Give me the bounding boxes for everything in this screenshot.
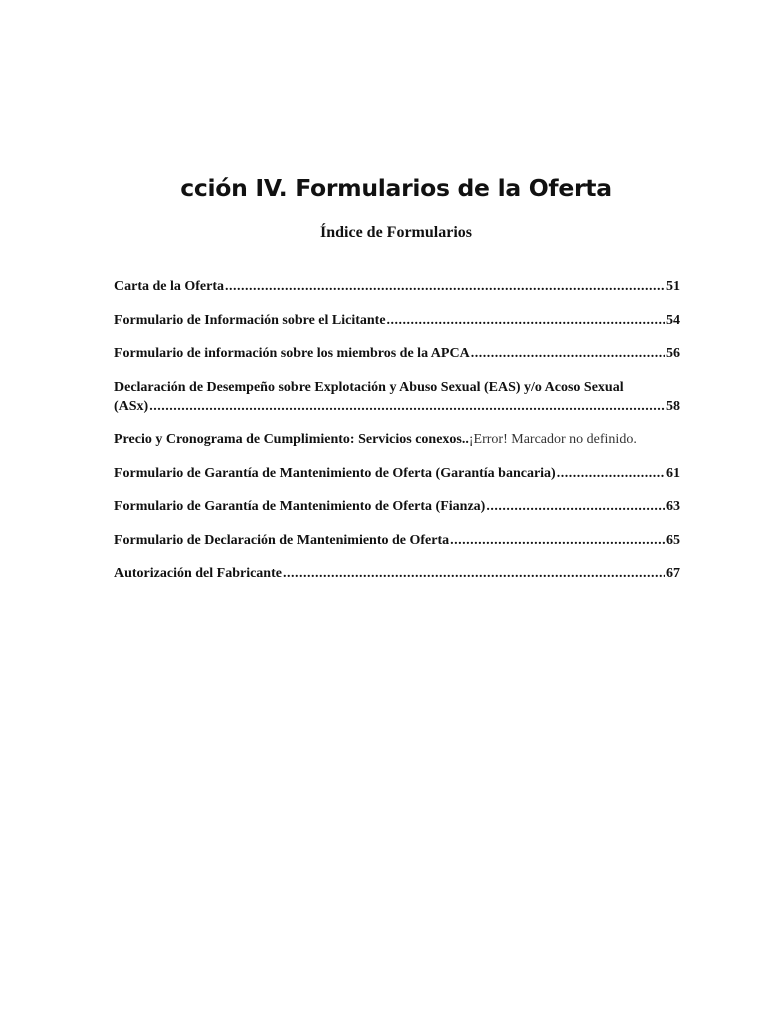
toc-entry-title: Precio y Cronograma de Cumplimiento: Servicios conexos <box>114 432 462 447</box>
dot-leader <box>387 311 665 330</box>
dot-leader <box>471 344 665 363</box>
toc-page-number: 67 <box>666 566 680 581</box>
toc-entry-title: Formulario de información sobre los miembros de la APCA <box>114 346 470 361</box>
toc-entry-title-line2: (ASx) <box>114 398 149 414</box>
dot-leader <box>225 277 665 296</box>
toc-entry[interactable] <box>114 277 680 296</box>
toc-entry[interactable] <box>114 311 680 330</box>
toc-page-number: 61 <box>666 465 680 481</box>
dot-leader <box>149 397 665 416</box>
toc-entry-title: Formulario de Información sobre el Licitante <box>114 312 386 328</box>
bookmark-error-text: ¡Error! Marcador no definido. <box>468 432 637 447</box>
dot-leader <box>486 497 665 516</box>
toc-page-number: 58 <box>666 398 680 414</box>
toc-entry[interactable] <box>114 344 680 363</box>
toc-page-number: 51 <box>666 279 680 294</box>
toc-entry[interactable] <box>114 564 680 583</box>
toc-entry[interactable] <box>114 378 680 416</box>
toc-page-number: 56 <box>666 346 680 361</box>
toc-page-number: 54 <box>666 312 680 328</box>
toc-entry-title: Formulario de Garantía de Mantenimiento de Oferta (Fianza) <box>114 499 486 514</box>
dot-leader <box>557 464 665 483</box>
toc-page-number: 63 <box>666 499 680 514</box>
index-heading: Índice de Formularios <box>320 224 472 241</box>
dot-leader <box>283 564 665 583</box>
toc-entry-title: Formulario de Garantía de Mantenimiento de Oferta (Garantía bancaria) <box>114 465 556 481</box>
table-of-contents <box>114 277 680 598</box>
toc-entry[interactable] <box>114 430 680 449</box>
toc-entry-title-line1: Declaración de Desempeño sobre Explotación y Abuso Sexual (EAS) y/o Acoso Sexual <box>114 379 624 395</box>
toc-entry[interactable] <box>114 464 680 483</box>
section-title: cción IV. Formularios de la Oferta <box>180 174 612 202</box>
toc-entry-title: Carta de la Oferta <box>114 279 225 294</box>
short-leader: .. <box>461 432 469 447</box>
toc-entry[interactable] <box>114 531 680 550</box>
dot-leader <box>450 531 665 550</box>
toc-entry-title: Formulario de Declaración de Mantenimiento de Oferta <box>114 532 450 548</box>
toc-entry[interactable] <box>114 497 680 516</box>
toc-page-number: 65 <box>666 532 680 548</box>
toc-entry-title: Autorización del Fabricante <box>114 566 282 581</box>
